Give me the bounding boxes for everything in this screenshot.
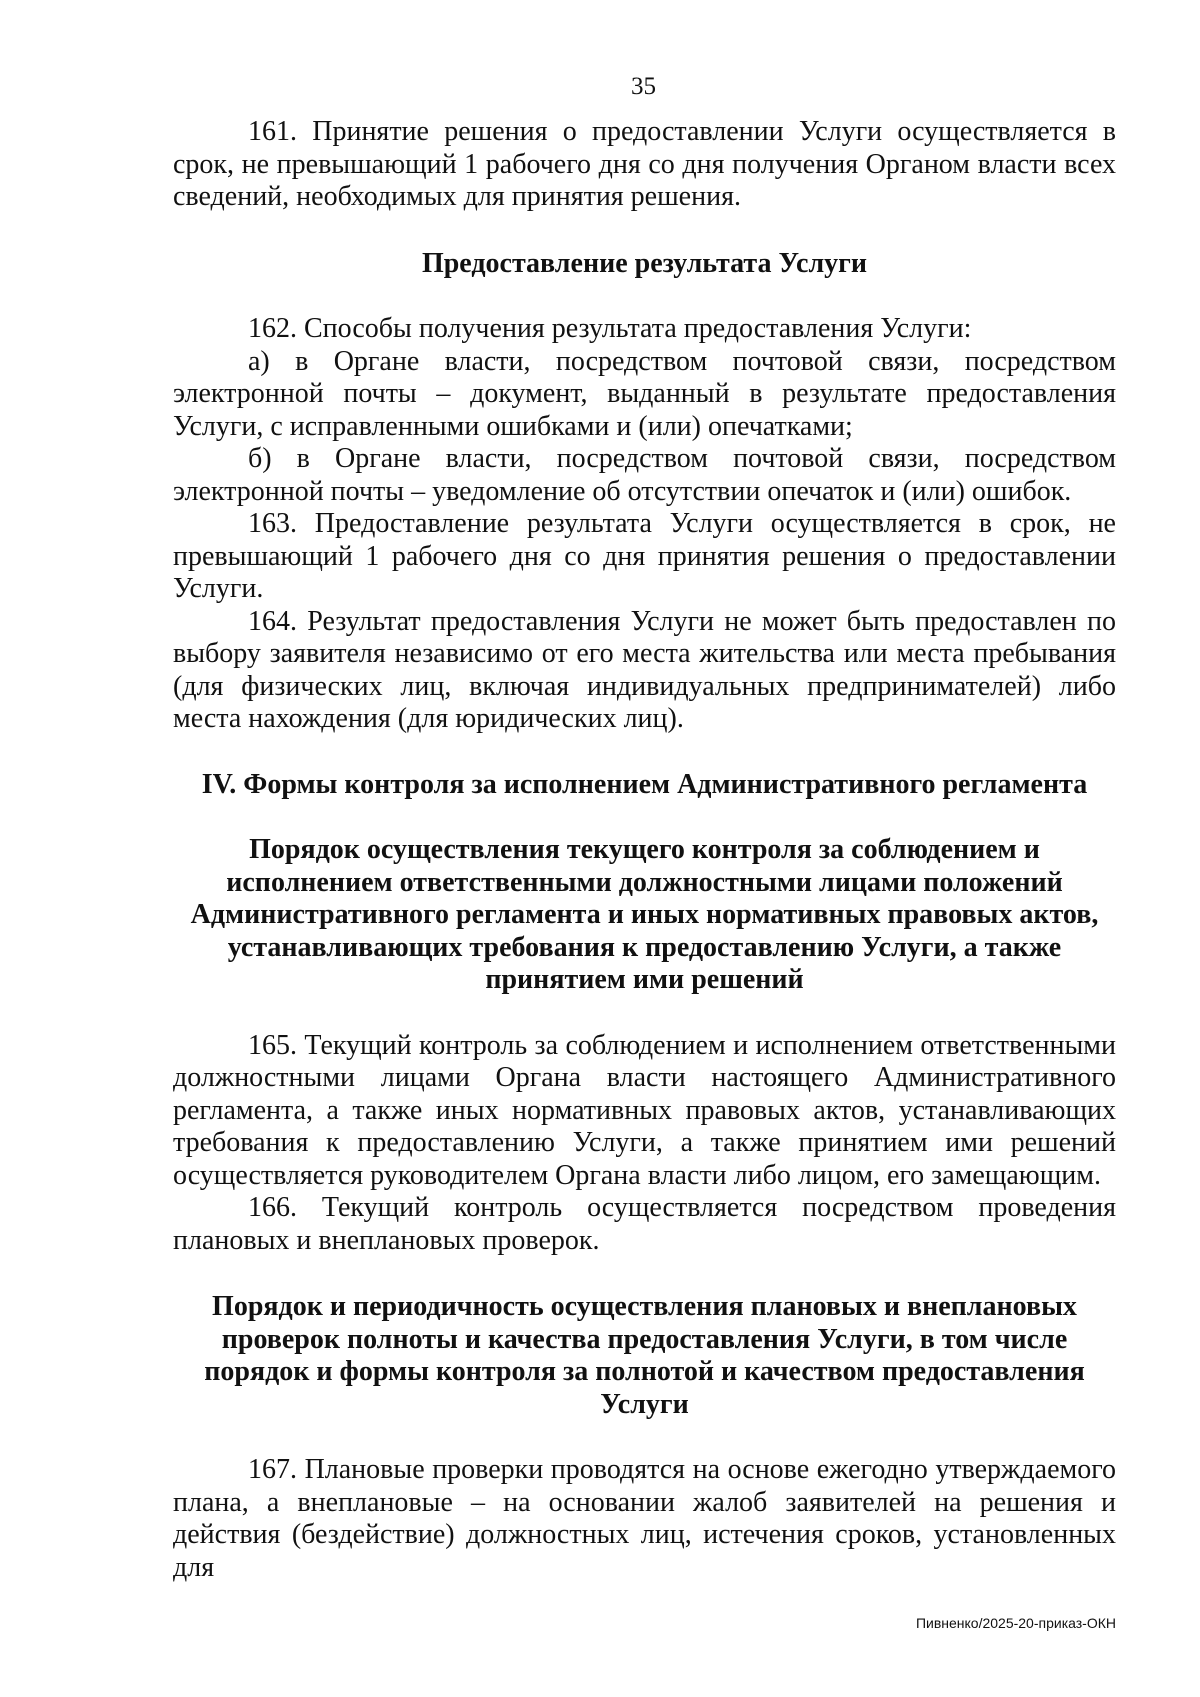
paragraph-166: 166. Текущий контроль осуществляется посредством проведения плановых и внеплановых проверок.: [173, 1192, 1116, 1256]
paragraph-165: 165. Текущий контроль за соблюдением и исполнением ответственными должностными лицами Органа власти настоящего Административного регламента, а также иных нормативных правовых актов, устанавливающих требования к предоставлению Услуги, а также принятием ими решений осуществляется руководителем Органа власти либо лицом, его замещающим.: [173, 1029, 1116, 1191]
heading-result-provision: Предоставление результата Услуги: [421, 247, 868, 279]
paragraph-162-a: а) в Органе власти, посредством почтовой связи, посредством электронной почты – документ, выданный в результате предоставления Услуги, с исправленными ошибками и (или) опечатками;: [173, 345, 1116, 442]
paragraph-167: 167. Плановые проверки проводятся на основе ежегодно утверждаемого плана, а внеплановые – на основании жалоб заявителей на решения и действия (бездействие) должностных лиц, истечения сроков, установленных для: [173, 1454, 1116, 1583]
document-body: [173, 116, 1116, 1584]
document-footer-reference: Пивненко/2025-20-приказ-ОКН: [915, 1615, 1116, 1631]
heading-inspections: Порядок и периодичность осуществления плановых и внеплановых проверок полноты и качества предоставления Услуги, в том числе порядок и формы контроля за полнотой и качеством предоставления Услуги: [204, 1291, 1085, 1420]
paragraph-162: 162. Способы получения результата предоставления Услуги:: [248, 313, 972, 344]
page-number: 35: [631, 73, 656, 100]
paragraph-164: 164. Результат предоставления Услуги не может быть предоставлен по выбору заявителя независимо от его места жительства или места пребывания (для физических лиц, включая индивидуальных предпринимателей) либо места нахождения (для юридических лиц).: [173, 605, 1116, 734]
heading-section-iv: IV. Формы контроля за исполнением Административного регламента: [201, 768, 1088, 800]
paragraph-161: 161. Принятие решения о предоставлении Услуги осуществляется в срок, не превышающий 1 рабочего дня со дня получения Органом власти всех сведений, необходимых для принятия решения.: [173, 116, 1116, 212]
paragraph-163: 163. Предоставление результата Услуги осуществляется в срок, не превышающий 1 рабочего дня со дня принятия решения о предоставлении Услуги.: [173, 508, 1116, 604]
paragraph-162-b: б) в Органе власти, посредством почтовой связи, посредством электронной почты – уведомление об отсутствии опечаток и (или) ошибок.: [173, 443, 1116, 507]
heading-current-control: Порядок осуществления текущего контроля за соблюдением и исполнением ответственными должностными лицами положений Административного регламента и иных нормативных правовых актов, устанавливающих требования к предоставлению Услуги, а также принятием ими решений: [190, 834, 1099, 995]
